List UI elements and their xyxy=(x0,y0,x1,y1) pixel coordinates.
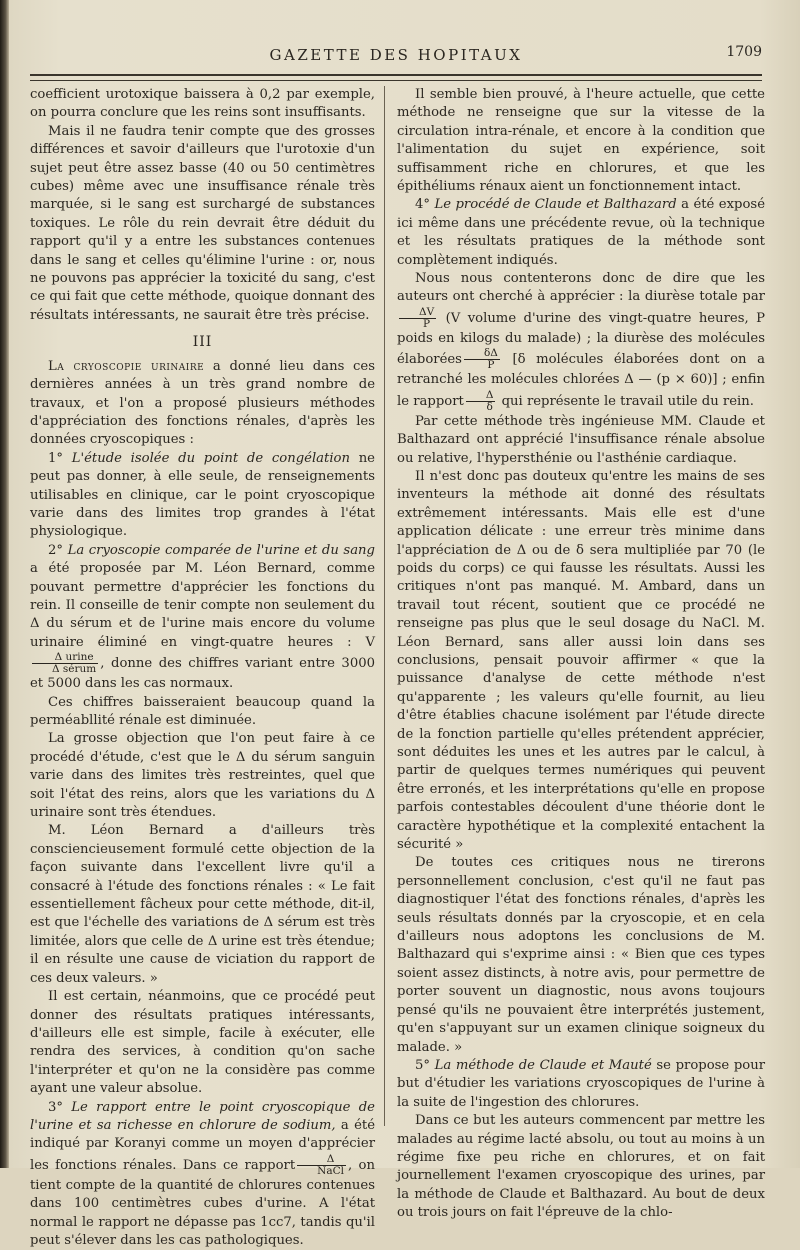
paragraph: De toutes ces critiques nous ne tirerons personnellement conclusion, c'est qu'il ne faut pas diagnostiquer l'état des fonctions rénales, d'après les seuls résultats donnés par la cryoscopie, et en cela d'ailleurs nous adoptons les conclusions de M. Balthazard qui s'exprime ainsi : « Bien que ces types soient assez distincts, à notre avis, pour permettre de porter souvent un diagnostic, nous avons toujours pensé qu'ils ne pouvaient être interprétés justement, qu'en s'appuyant sur un examen clinique soigneux du malade. » xyxy=(397,855,765,1055)
publication-title: GAZETTE DES HOPITAUX xyxy=(269,46,523,64)
fraction-numerator: Δ urine xyxy=(32,652,98,664)
column-separator xyxy=(384,86,385,1126)
text: Nous nous contenterons donc de dire que les auteurs ont cherché à apprécier : la diurèse totale par xyxy=(397,271,765,305)
paragraph xyxy=(397,270,765,413)
paragraph xyxy=(30,542,375,694)
item-number: 5° xyxy=(415,1057,435,1073)
text: [δ molécules élaborées dont on a retranché les molécules chlorées Δ — (p × 60)] ; enfin le rapport xyxy=(397,352,765,409)
text: (V volume d'urine des vingt-quatre heures, P poids en kilogs du malade) ; la diurèse des molécules élaborées xyxy=(397,310,765,368)
section-heading: III xyxy=(192,334,213,351)
text: a été exposé ici même dans une précédente revue, où la technique et les résultats pratiques de la méthode sont complètement indiqués. xyxy=(397,197,766,268)
right-column xyxy=(397,86,765,1223)
header-rule-thick xyxy=(30,74,762,76)
text: a été indiqué par Koranyi comme un moyen d'apprécier les fonctions rénales. Dans ce rapport xyxy=(30,1117,376,1173)
fraction-numerator: Δ xyxy=(297,1154,346,1166)
text: , donne des chiffres variant entre 3000 et 5000 dans les cas normaux. xyxy=(30,656,375,692)
item-title: L'étude isolée du point de congélation xyxy=(71,450,350,466)
paragraph: M. Léon Bernard a d'ailleurs très consciencieusement formulé cette objection de la façon suivante dans l'excellent livre qu'il a consacré à l'étude des fonctions rénales : « Le fait essentiellement fâcheux pour cette méthode, dit-il, est que l'échelle des variations de Δ sérum est très limitée, alors que celle de Δ urine est très étendue; il en résulte une cause de viciation du rapport de ces deux valeurs. » xyxy=(30,823,375,986)
fraction-denominator: NaCl xyxy=(317,1164,344,1177)
paragraph: Il est certain, néanmoins, que ce procédé peut donner des résultats pratiques intéressants, d'ailleurs elle est simple, facile à exécuter, elle rendra des services, à condition qu'on sache l'interpréter et qu'on ne la considère pas comme ayant une valeur absolue. xyxy=(30,989,375,1097)
text: , on tient compte de la quantité de chlorures contenues dans 100 centimètres cubes d'urine. A l'état normal le rapport ne dépasse pas 1cc7, tandis qu'il peut s'élever dans les cas pathologiques. xyxy=(30,1157,375,1248)
fraction xyxy=(297,1154,346,1177)
page-header xyxy=(30,40,762,70)
item-title: Le rapport entre le point cryoscopique de l'urine et sa richesse en chlorure de sodium, xyxy=(30,1099,375,1133)
item-title: La cryoscopie comparée de l'urine et du sang xyxy=(67,542,375,558)
paragraph: Dans ce but les auteurs commencent par mettre les malades au régime lacté absolu, ou tout au moins à un régime fixe peu riche en chlorures, et on fait journellement l'examen cryoscopique des urines, par la méthode de Claude et Balthazard. Au bout de deux ou trois jours on fait l'épreuve de la chlo- xyxy=(397,1113,765,1221)
fraction-numerator: Δ xyxy=(466,390,496,402)
fraction-denominator: P xyxy=(423,317,431,330)
page-number: 1709 xyxy=(726,44,762,60)
paragraph xyxy=(30,1099,375,1250)
paragraph: La grosse objection que l'on peut faire à ce procédé d'étude, c'est que le Δ du sérum sanguin varie dans des limites très restreintes, quel que soit l'état des reins, alors que les variations du Δ urinaire sont très étendues. xyxy=(30,731,375,821)
paragraph: coefficient urotoxique baissera à 0,2 par exemple, on pourra conclure que les reins sont insuffisants. xyxy=(30,87,375,121)
fraction xyxy=(399,307,436,330)
paragraph: Mais il ne faudra tenir compte que des grosses différences et savoir d'ailleurs que l'urotoxie d'un sujet peut être assez basse (40 ou 50 centimètres cubes) même avec une insuffisance rénale très marquée, si le sang est surchargé de substances toxiques. Le rôle du rein devrait être déduit du rapport qu'il y a entre les substances contenues dans le sang et celles qu'élimine l'urine : or, nous ne pouvons pas apprécier la toxicité du sang, c'est ce qui fait que cette méthode, quoique donnant des résultats intéressants, ne saurait être très précise. xyxy=(30,123,375,323)
paragraph xyxy=(397,196,765,270)
fraction xyxy=(32,652,98,675)
item-title: Le procédé de Claude et Balthazard xyxy=(434,197,677,213)
lead-in: La cryoscopie urinaire xyxy=(48,358,205,374)
text: a été proposée par M. Léon Bernard, comme pouvant permettre d'apprécier les fonctions du rein. Il conseille de tenir compte non seulement du Δ du sérum et de l'urine mais encore du volume urinaire éliminé en vingt-quatre heures : V xyxy=(30,561,375,650)
fraction xyxy=(466,390,496,413)
page-spine-shadow xyxy=(0,0,9,1168)
fraction-denominator: P xyxy=(487,359,495,372)
left-column xyxy=(30,86,375,1250)
paragraph: Ces chiffres baisseraient beaucoup quand la perméabllité rénale est diminuée. xyxy=(30,694,375,728)
fraction-numerator: ΔV xyxy=(399,307,436,319)
item-number: 3° xyxy=(48,1099,72,1115)
text: se propose pour but d'étudier les variations cryoscopiques de l'urine à la suite de l'ingestion des chlorures. xyxy=(397,1057,765,1110)
text: ne peut pas donner, à elle seule, de renseignements utilisables en clinique, car le point cryoscopique varie dans des limites trop grandes à l'état physiologique. xyxy=(30,450,375,540)
paragraph: Il n'est donc pas douteux qu'entre les mains de ses inventeurs la méthode ait donné des résultats extrêmement intéressants. Mais elle est d'une application délicate : une erreur très minime dans l'appréciation de Δ ou de δ sera multipliée par 70 (le poids du corps) ce qui fausse les résultats. Aussi les critiques n'ont pas manqué. M. Ambard, dans un travail tout récent, soutient que ce procédé ne renseigne pas plus que le seul dosage du NaCl. M. Léon Bernard, sans aller aussi loin dans ses conclusions, pensait pouvoir affirmer « que la puissance d'analyse de cette méthode n'est qu'apparente ; les valeurs qu'elle fournit, au lieu d'être établies chacune isolément par l'étude directe de la fonction partielle qu'elles prétendent apprécier, sont déduites les unes et les autres par le calcul, à partir de quelques termes numériques qui peuvent être erronés, et les interprétations qu'elle en propose parfois contestables découlent d'une théorie dont le caractère hypothétique et la complexité entachent la sécurité » xyxy=(397,468,765,853)
fraction-numerator: δΔ xyxy=(464,348,500,360)
fraction-denominator: δ xyxy=(486,400,493,413)
text: a donné lieu dans ces dernières années à un très grand nombre de travaux, et l'on a proposé plusieurs méthodes d'appréciation des fonctions rénales, d'après les données cryoscopiques : xyxy=(30,358,376,448)
header-rule-thin xyxy=(30,80,762,81)
paragraph xyxy=(397,1057,765,1112)
item-title: La méthode de Claude et Mauté xyxy=(434,1057,652,1073)
paragraph xyxy=(30,450,375,542)
fraction-denominator: Δ sérum xyxy=(52,663,97,676)
item-number: 2° xyxy=(48,542,68,558)
paragraph: Par cette méthode très ingénieuse MM. Claude et Balthazard ont apprécié l'insuffisance rénale absolue ou relative, l'hypersthénie ou l'asthénie cardiaque. xyxy=(397,413,765,466)
paragraph: Il semble bien prouvé, à l'heure actuelle, que cette méthode ne renseigne que sur la vitesse de la circulation intra-rénale, et encore à la condition que l'alimentation du sujet en expérience, soit suffisamment riche en chlorures, et que les épithéliums rénaux aient un fonctionnement intact. xyxy=(397,87,765,195)
paragraph xyxy=(30,358,375,450)
text: qui représente le travail utile du rein. xyxy=(497,393,754,409)
item-number: 1° xyxy=(48,450,72,466)
item-number: 4° xyxy=(415,197,435,213)
fraction xyxy=(464,348,500,371)
